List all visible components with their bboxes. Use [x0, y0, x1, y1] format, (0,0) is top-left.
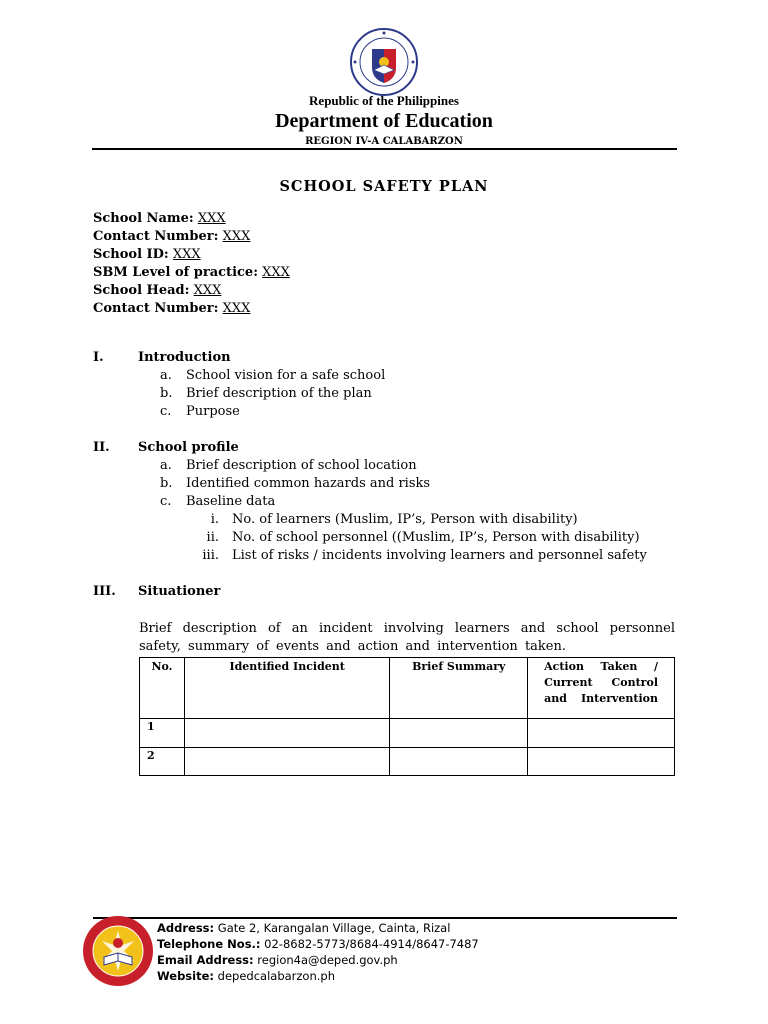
address-value: Gate 2, Karangalan Village, Cainta, Rizal — [217, 921, 451, 935]
baseline-item-ii-number: ii. — [206, 530, 219, 545]
republic-heading: Republic of the Philippines — [309, 93, 459, 108]
baseline-item-iii-number: iii. — [202, 548, 219, 563]
school-head-value: XXX — [193, 283, 222, 298]
website-label: Website: — [157, 969, 214, 983]
address-label: Address: — [157, 921, 215, 935]
section-1-item-c: Purpose — [186, 404, 240, 419]
sbm-level-line — [93, 264, 290, 282]
contact-number-value: XXX — [222, 229, 251, 244]
contact-number-label: Contact Number: — [93, 229, 219, 244]
section-3-number: III. — [93, 584, 116, 599]
school-head-line — [93, 282, 221, 300]
region-subtitle: REGION IV-A CALABARZON — [305, 136, 463, 147]
school-id-label: School ID: — [93, 247, 169, 262]
section-2-item-b-letter: b. — [160, 476, 173, 491]
header-identified-incident: Identified Incident — [184, 658, 389, 719]
section-1-item-c-letter: c. — [160, 404, 172, 419]
department-title: Department of Education — [275, 110, 493, 132]
school-name-label: School Name: — [93, 211, 194, 226]
footer-website — [157, 968, 335, 984]
document-title: SCHOOL SAFETY PLAN — [279, 178, 489, 195]
header-divider — [92, 148, 677, 150]
row-number: 2 — [140, 748, 185, 776]
section-2-item-c: Baseline data — [186, 494, 276, 509]
action-cell — [528, 719, 675, 748]
contact-number-2-label: Contact Number: — [93, 301, 219, 316]
telephone-value: 02-8682-5773/8684-4914/8647-7487 — [264, 937, 479, 951]
section-1-title: Introduction — [138, 350, 231, 365]
section-1-item-a-letter: a. — [160, 368, 172, 383]
section-1-item-b: Brief description of the plan — [186, 386, 372, 401]
section-2-item-c-letter: c. — [160, 494, 172, 509]
section-2-number: II. — [93, 440, 110, 455]
table-header-row — [140, 658, 675, 719]
footer-telephone — [157, 936, 479, 952]
deped-seal-icon — [349, 27, 419, 97]
action-cell — [528, 748, 675, 776]
situationer-description-line-2: safety, summary of events and action and intervention taken. — [139, 639, 566, 654]
baseline-item-iii: List of risks / incidents involving learners and personnel safety — [232, 548, 647, 563]
row-number: 1 — [140, 719, 185, 748]
summary-cell — [390, 719, 528, 748]
section-2-item-a: Brief description of school location — [186, 458, 417, 473]
school-head-label: School Head: — [93, 283, 190, 298]
section-1-number: I. — [93, 350, 104, 365]
telephone-label: Telephone Nos.: — [157, 937, 261, 951]
incident-cell — [184, 719, 389, 748]
header-no: No. — [140, 658, 185, 719]
email-label: Email Address: — [157, 953, 254, 967]
footer-address — [157, 920, 450, 936]
incident-cell — [184, 748, 389, 776]
section-1-item-a: School vision for a safe school — [186, 368, 386, 383]
sbm-level-value: XXX — [262, 265, 290, 280]
email-value[interactable]: region4a@deped.gov.ph — [257, 953, 398, 967]
school-name-line — [93, 210, 226, 228]
section-1-item-b-letter: b. — [160, 386, 173, 401]
table-row — [140, 748, 675, 776]
contact-number-2-value: XXX — [222, 301, 251, 316]
contact-number-line — [93, 228, 250, 246]
incident-table — [139, 657, 675, 776]
footer-email — [157, 952, 398, 968]
website-value[interactable]: depedcalabarzon.ph — [217, 969, 335, 983]
table-row — [140, 719, 675, 748]
section-3-title: Situationer — [138, 584, 221, 599]
section-2-title: School profile — [138, 440, 239, 455]
section-2-item-a-letter: a. — [160, 458, 172, 473]
sbm-level-label: SBM Level of practice: — [93, 265, 258, 280]
baseline-item-ii: No. of school personnel ((Muslim, IP’s, Person with disability) — [232, 530, 640, 545]
school-id-value: XXX — [172, 247, 201, 262]
baseline-item-i-number: i. — [210, 512, 219, 527]
situationer-description-line-1: Brief description of an incident involving learners and school personnel — [139, 621, 675, 636]
school-name-value: XXX — [197, 211, 226, 226]
school-id-line — [93, 246, 201, 264]
footer-divider — [93, 917, 677, 919]
section-2-item-b: Identified common hazards and risks — [186, 476, 431, 491]
region-seal-icon — [82, 915, 154, 987]
header-action-taken: Action Taken / Current Control and Intervention — [528, 658, 675, 719]
contact-number-2-line — [93, 300, 250, 318]
baseline-item-i: No. of learners (Muslim, IP’s, Person with disability) — [232, 512, 578, 527]
header-brief-summary: Brief Summary — [390, 658, 528, 719]
summary-cell — [390, 748, 528, 776]
